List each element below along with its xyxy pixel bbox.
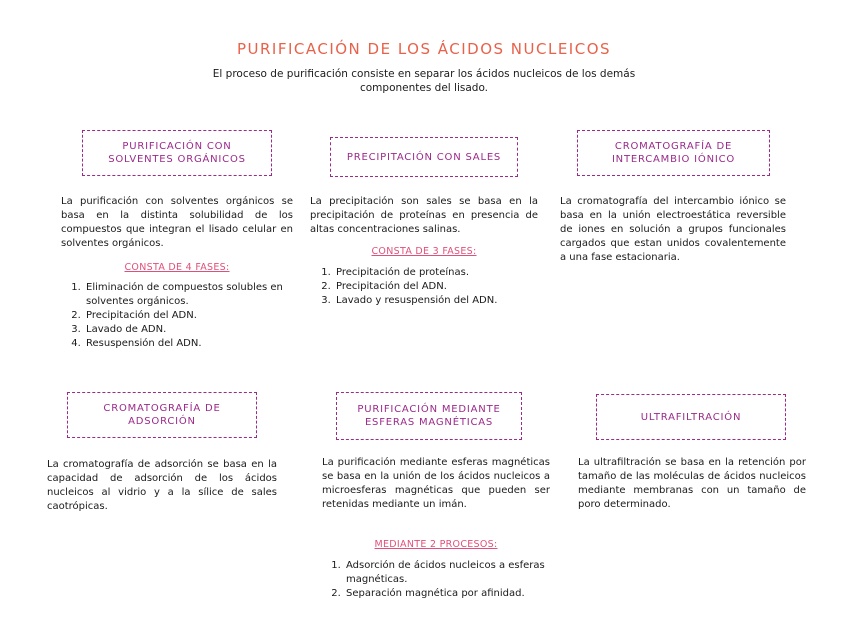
list-item: 1. Eliminación de compuestos solubles en solventes orgánicos. [84,281,306,309]
steps-list-magneticas [330,559,562,601]
section-box-ultrafiltracion: ULTRAFILTRACIÓN [596,394,786,440]
section-description-sales: La precipitación son sales se basa en la precipitación de proteínas en presencia de altas concentraciones salinas. [310,196,538,235]
list-item: 2. Precipitación del ADN. [84,309,306,323]
page-title: PURIFICACIÓN DE LOS ÁCIDOS NUCLEICOS [236,40,612,58]
section-description-adsorcion: La cromatografía de adsorción se basa en la capacidad de adsorción de los ácidos nucleicos al vidrio y a la sílice de sales caotrópicas. [47,459,277,512]
section-description-magneticas: La purificación mediante esferas magnéticas se basa en la unión de los ácidos nucleicos a microesferas magnéticas que pueden ser retenidas mediante un imán. [322,457,550,510]
list-item: 2. Separación magnética por afinidad. [344,587,562,601]
section-box-magneticas: PURIFICACIÓN MEDIANTE ESFERAS MAGNÉTICAS [336,392,522,440]
section-heading-sales: CONSTA DE 3 FASES: [371,246,477,257]
list-item: 1. Precipitación de proteínas. [334,266,552,280]
section-box-adsorcion: CROMATOGRAFÍA DE ADSORCIÓN [67,392,257,438]
steps-list-solventes [70,281,306,351]
list-item: 4. Resuspensión del ADN. [84,337,306,351]
section-heading-magneticas: MEDIANTE 2 PROCESOS: [374,539,498,550]
section-description-solventes: La purificación con solventes orgánicos se basa en la distinta solubilidad de los compuestos que integran el lisado celular en solventes orgánicos. [61,196,293,249]
section-heading-solventes: CONSTA DE 4 FASES: [124,262,230,273]
page-subtitle: El proceso de purificación consiste en separar los ácidos nucleicos de los demás componentes del lisado. [212,68,636,94]
steps-list-sales [320,266,552,308]
list-item: 1. Adsorción de ácidos nucleicos a esferas magnéticas. [344,559,562,587]
section-box-intercambio: CROMATOGRAFÍA DE INTERCAMBIO IÓNICO [577,130,770,176]
section-box-solventes: PURIFICACIÓN CON SOLVENTES ORGÁNICOS [82,130,272,176]
section-box-sales: PRECIPITACIÓN CON SALES [330,137,518,177]
section-description-ultrafiltracion: La ultrafiltración se basa en la retención por tamaño de las moléculas de ácidos nucleicos mediante membranas con un tamaño de poro determinado. [578,457,806,510]
list-item: 3. Lavado de ADN. [84,323,306,337]
list-item: 3. Lavado y resuspensión del ADN. [334,294,552,308]
list-item: 2. Precipitación del ADN. [334,280,552,294]
section-description-intercambio: La cromatografía del intercambio iónico se basa en la unión electroestática reversible de iones en solución a grupos funcionales cargados que estan unidos covalentemente a una fase estacionaria. [560,196,786,263]
